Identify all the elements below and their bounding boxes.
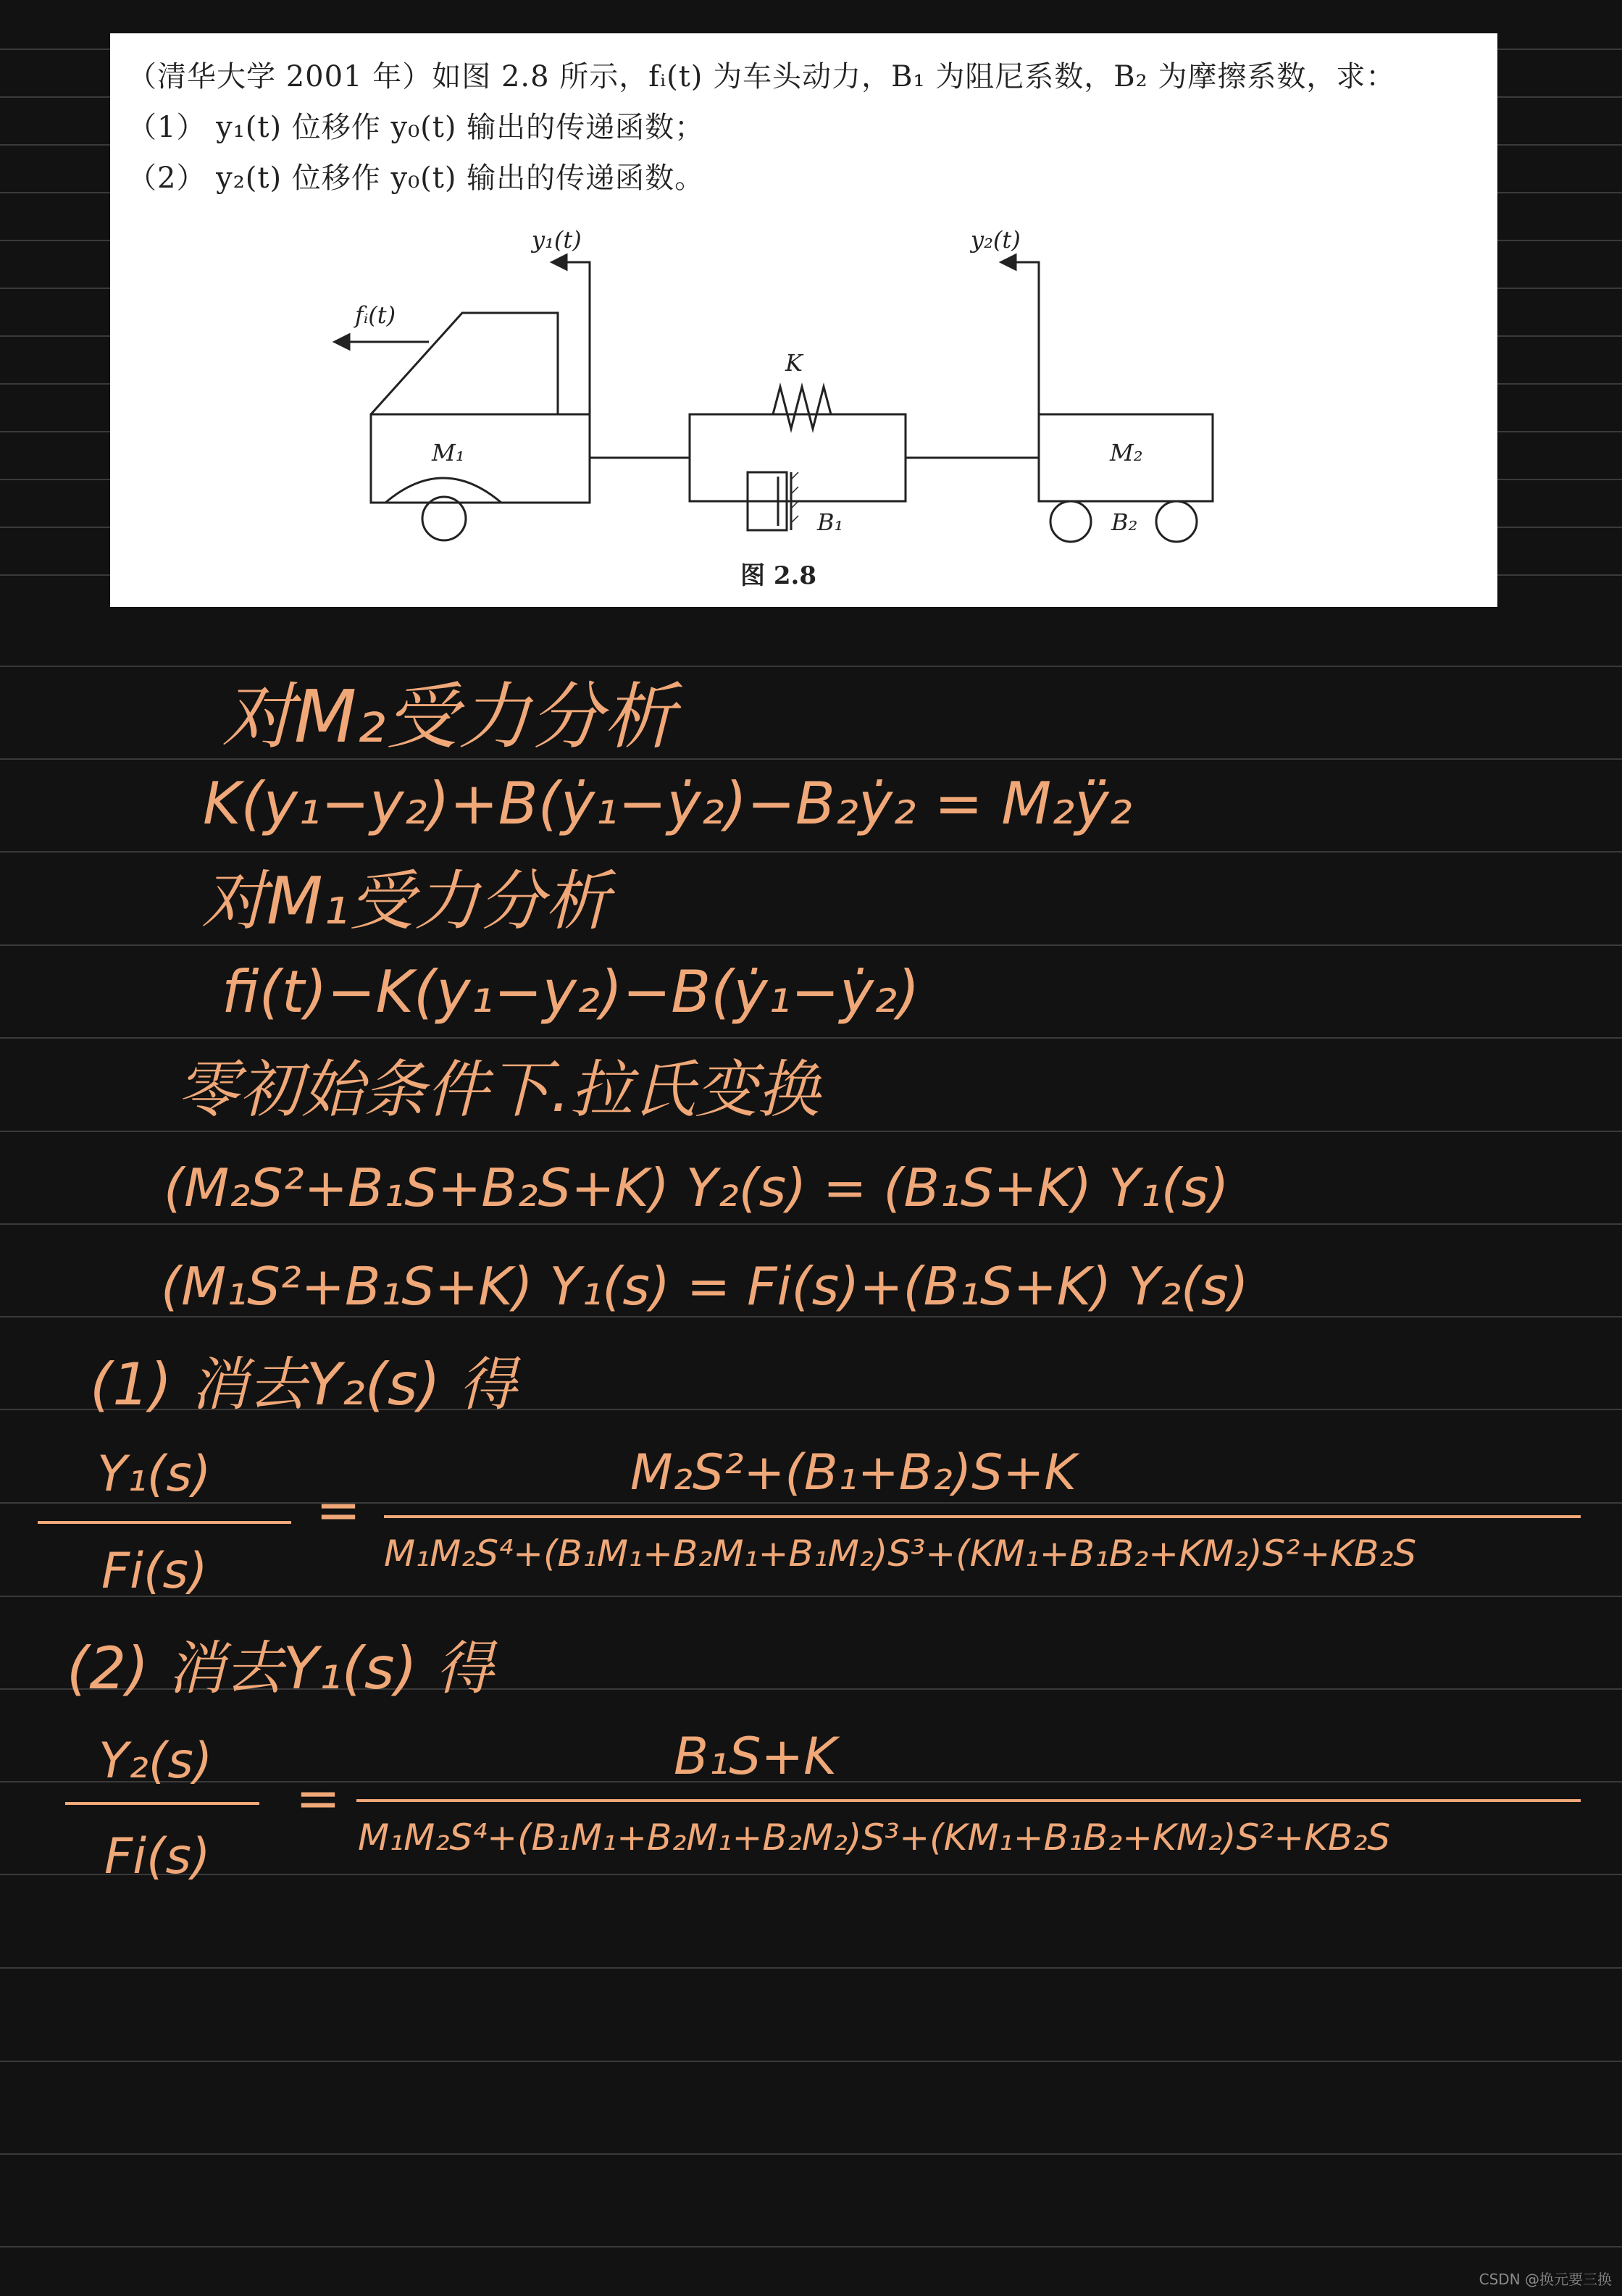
- cart-wheel-right: [1156, 501, 1197, 542]
- part1-lhs-denominator: Fi(s): [101, 1543, 208, 1600]
- f-label: fᵢ(t): [355, 301, 396, 329]
- m2-equation: K(y₁−y₂)+B(ẏ₁−ẏ₂)−B₂ẏ₂ = M₂ÿ₂: [203, 770, 1132, 837]
- figure-caption: 图 2.8: [740, 561, 816, 590]
- m2-label: M₂: [1110, 439, 1143, 466]
- part2-lhs-bar: [65, 1802, 259, 1805]
- m2-force-heading: 对M₂受力分析: [222, 674, 676, 759]
- problem-part1: （1） y₁(t) 位移作 y₀(t) 输出的传递函数；: [127, 111, 705, 144]
- part2-rhs-numerator: B₁S+K: [674, 1727, 837, 1786]
- mechanical-diagram: [110, 33, 1497, 607]
- y2-arrowhead: [1001, 255, 1016, 269]
- truck-wheel-arch: [385, 478, 501, 503]
- part2-equals: =: [296, 1767, 341, 1830]
- laplace-heading: 零初始条件下.拉氏变换: [177, 1054, 820, 1126]
- part2-heading: (2) 消去Y₁(s) 得: [67, 1635, 494, 1702]
- problem-card: [110, 33, 1497, 607]
- y2-arrow-line: [1016, 262, 1039, 414]
- m1-force-heading: 对M₁受力分析: [201, 863, 610, 939]
- part1-rhs-denominator: M₁M₂S⁴+(B₁M₁+B₂M₁+B₁M₂)S³+(KM₁+B₁B₂+KM₂)S²+KB₂S: [384, 1533, 1417, 1575]
- part1-lhs-numerator: Y₁(s): [97, 1446, 212, 1503]
- f-arrowhead: [335, 335, 349, 349]
- k-label: K: [785, 349, 803, 377]
- spring: [762, 387, 835, 429]
- y1-label: y₁(t): [532, 226, 582, 254]
- truck-cab: [371, 313, 558, 414]
- problem-intro: （清华大学 2001 年）如图 2.8 所示，fᵢ(t) 为车头动力，B₁ 为阻尼系数，B₂ 为摩擦系数，求：: [127, 60, 1396, 93]
- y1-arrowhead: [552, 255, 567, 269]
- part2-rhs-bar: [356, 1799, 1581, 1802]
- part2-rhs-denominator: M₁M₂S⁴+(B₁M₁+B₂M₁+B₂M₂)S³+(KM₁+B₁B₂+KM₂)S²+KB₂S: [358, 1817, 1391, 1859]
- b1-label: B₁: [817, 508, 844, 536]
- m1-label: M₁: [432, 439, 465, 466]
- problem-part2: （2） y₂(t) 位移作 y₀(t) 输出的传递函数。: [127, 162, 705, 195]
- laplace-equation-2: (M₁S²+B₁S+K) Y₁(s) = Fi(s)+(B₁S+K) Y₂(s): [161, 1256, 1249, 1317]
- part2-lhs-numerator: Y₂(s): [99, 1733, 213, 1790]
- y1-arrow-line: [567, 262, 590, 414]
- part1-heading: (1) 消去Y₂(s) 得: [90, 1351, 517, 1418]
- part1-equals: =: [316, 1479, 361, 1541]
- part2-lhs-denominator: Fi(s): [104, 1828, 211, 1885]
- b2-label: B₂: [1111, 508, 1138, 536]
- part1-rhs-numerator: M₂S²+(B₁+B₂)S+K: [630, 1444, 1077, 1501]
- laplace-equation-1: (M₂S²+B₁S+B₂S+K) Y₂(s) = (B₁S+K) Y₁(s): [164, 1157, 1229, 1218]
- y2-label: y₂(t): [971, 226, 1021, 254]
- m1-equation: fi(t)−K(y₁−y₂)−B(ẏ₁−ẏ₂): [222, 958, 920, 1026]
- cart-wheel-left: [1050, 501, 1091, 542]
- part1-rhs-bar: [384, 1515, 1581, 1518]
- part1-lhs-bar: [38, 1521, 291, 1524]
- watermark: CSDN @换元要三换: [1479, 2271, 1612, 2288]
